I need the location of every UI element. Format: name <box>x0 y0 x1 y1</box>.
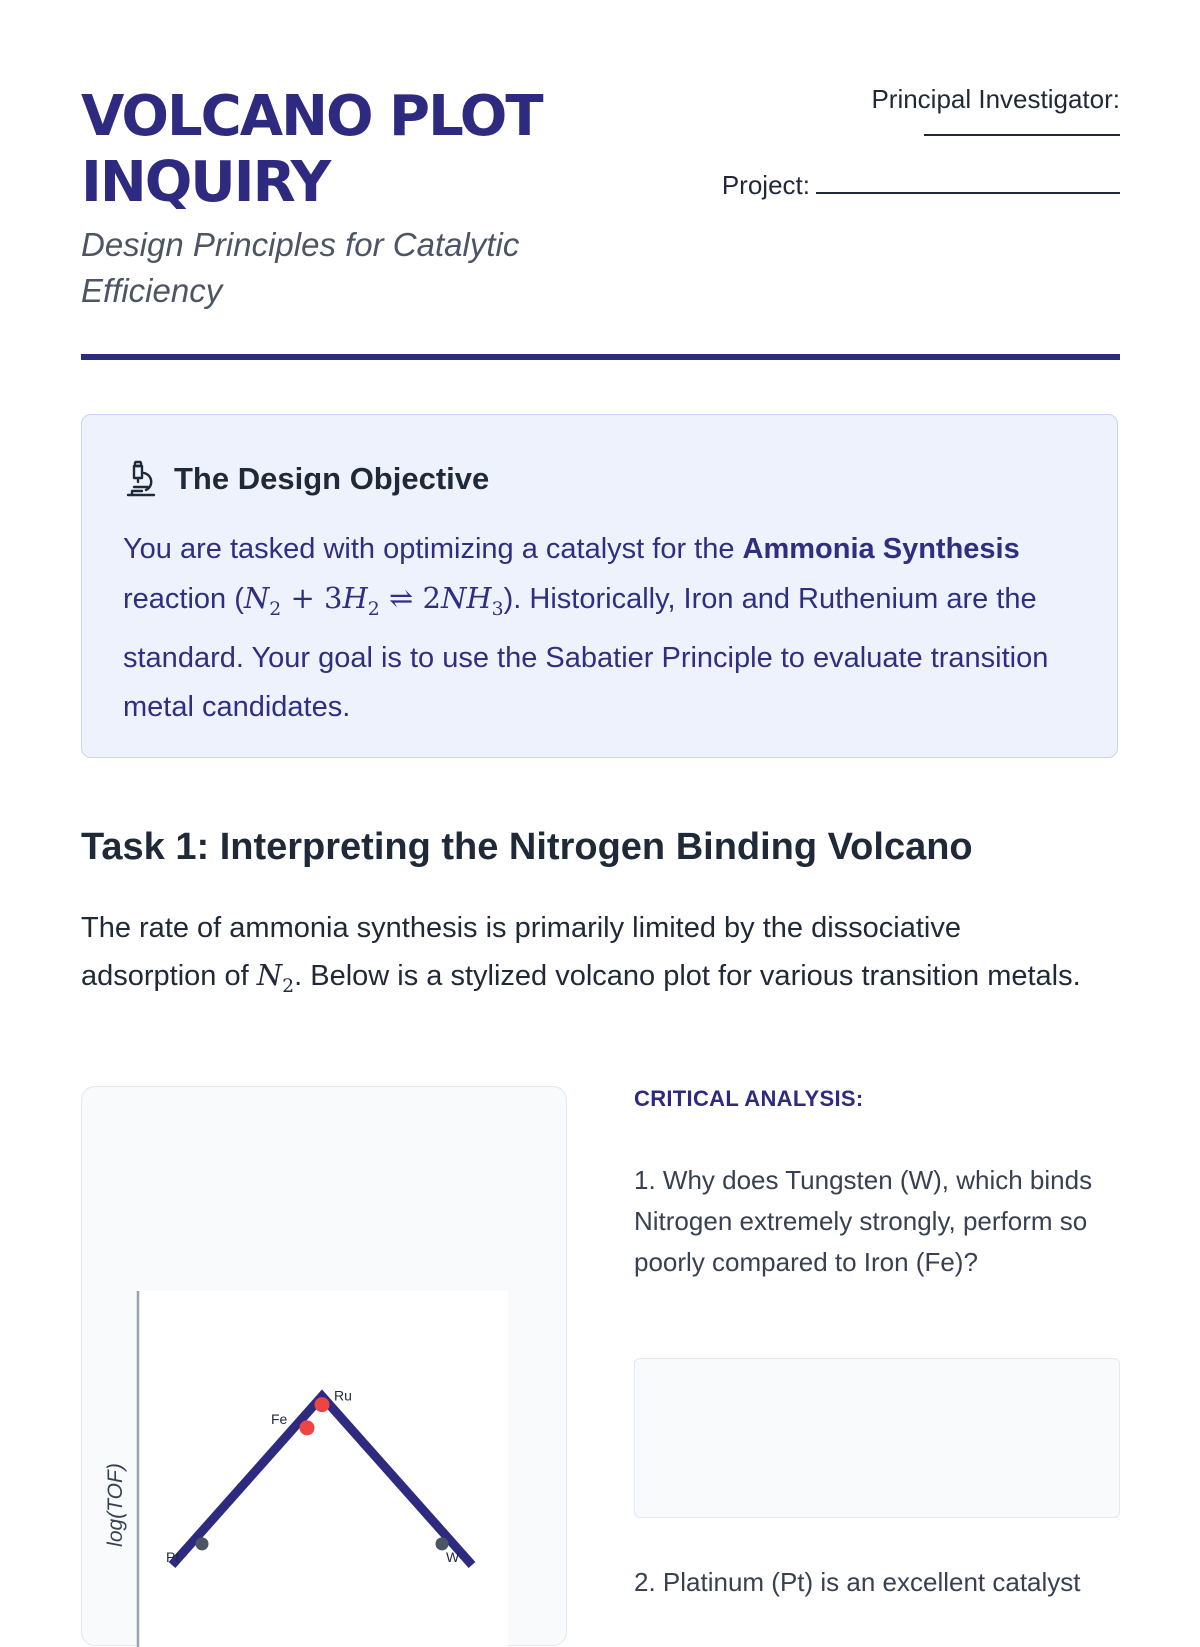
question-1: 1. Why does Tungsten (W), which binds Nitrogen extremely strongly, perform so poorly compared to Iron (Fe)? <box>634 1165 1093 1277</box>
title-line-1: VOLCANO PLOT <box>81 84 542 149</box>
objective-text-after: ). Historically, Iron and Ruthenium are the standard. Your goal is to use the Sabatier Principle to evaluate transition metal candidates. <box>123 583 1049 723</box>
point-pt <box>196 1537 209 1550</box>
microscope-icon <box>124 459 158 499</box>
plot-area <box>138 1291 508 1647</box>
volcano-plot <box>82 1087 568 1647</box>
task1-intro-after: . Below is a stylized volcano plot for various transition metals. <box>294 960 1081 992</box>
pi-blank-line[interactable] <box>924 134 1120 136</box>
point-label-ru: Ru <box>334 1387 352 1404</box>
project-field <box>722 170 1120 201</box>
project-blank-line[interactable] <box>816 170 1120 194</box>
title-line-2: INQUIRY <box>81 150 330 215</box>
objective-text-mid: reaction ( <box>123 583 244 615</box>
project-label: Project: <box>721 170 810 200</box>
objective-header <box>124 459 489 499</box>
objective-text-before: You are tasked with optimizing a catalyst for the <box>123 533 743 565</box>
task1-title: Task 1: Interpreting the Nitrogen Binding Volcano <box>81 826 973 868</box>
n2-formula: $N_2$ <box>256 958 295 997</box>
task1-intro <box>81 905 1101 1010</box>
point-ru <box>315 1397 330 1412</box>
objective-title: The Design Objective <box>174 461 490 496</box>
header <box>81 84 1120 358</box>
point-fe <box>300 1420 315 1435</box>
question-2: 2. Platinum (Pt) is an excellent catalyst <box>634 1567 1081 1597</box>
objective-bold-term: Ammonia Synthesis <box>742 533 1020 565</box>
point-label-fe: Fe <box>271 1410 288 1427</box>
objective-box <box>81 414 1118 758</box>
task1-intro-before: The rate of ammonia synthesis is primarily limited by the dissociative adsorption of <box>81 912 961 992</box>
page-title <box>81 84 641 216</box>
volcano-chart-card <box>81 1086 567 1646</box>
page-subtitle: Design Principles for Catalytic Efficiency <box>81 226 520 309</box>
y-axis-label: log(TOF) <box>104 1463 127 1547</box>
objective-text <box>123 525 1073 732</box>
point-label-w: W <box>446 1548 460 1565</box>
point-label-pt: Pt <box>166 1548 180 1565</box>
worksheet-page <box>81 0 1120 1600</box>
analysis-heading: CRITICAL ANALYSIS: <box>634 1086 864 1111</box>
answer-box-1[interactable] <box>634 1358 1120 1518</box>
header-divider <box>81 354 1120 360</box>
reaction-equation: $N_2 + 3H_2$ ⇌ $2NH_3$ <box>243 581 504 620</box>
pi-label: Principal Investigator: <box>871 84 1120 114</box>
